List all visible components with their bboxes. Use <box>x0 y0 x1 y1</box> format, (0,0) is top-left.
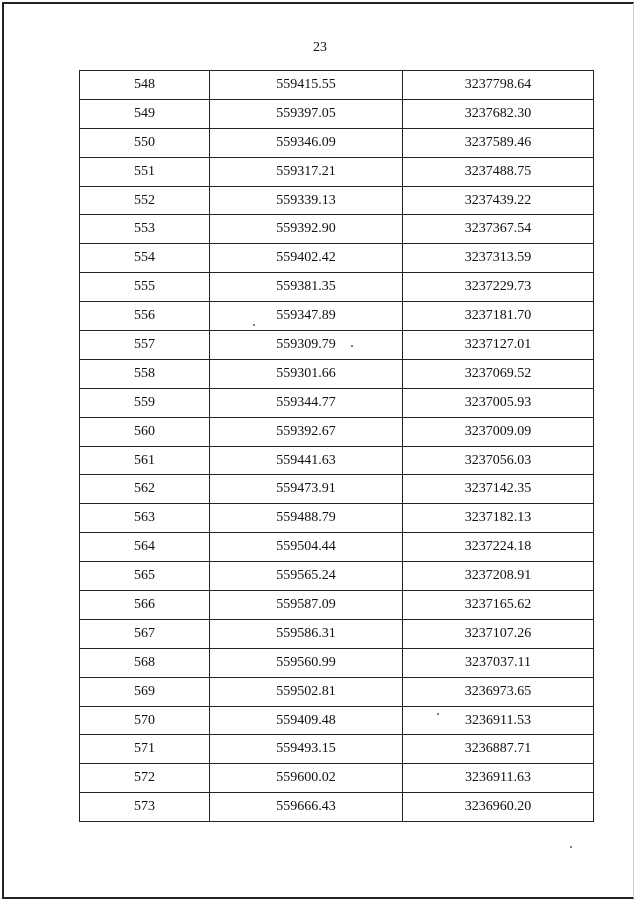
point-number-cell: 550 <box>80 128 210 157</box>
point-number-cell: 566 <box>80 591 210 620</box>
point-number-cell: 569 <box>80 677 210 706</box>
point-number-cell: 568 <box>80 648 210 677</box>
y-coordinate-cell: 3237127.01 <box>403 331 594 360</box>
x-coordinate-cell: 559392.90 <box>210 215 403 244</box>
point-number-cell: 554 <box>80 244 210 273</box>
y-coordinate-cell: 3237069.52 <box>403 359 594 388</box>
x-coordinate-cell: 559409.48 <box>210 706 403 735</box>
x-coordinate-cell: 559560.99 <box>210 648 403 677</box>
point-number-cell: 557 <box>80 331 210 360</box>
table-row <box>80 273 594 302</box>
x-coordinate-cell: 559441.63 <box>210 446 403 475</box>
table-row <box>80 764 594 793</box>
y-coordinate-cell: 3236911.63 <box>403 764 594 793</box>
y-coordinate-cell: 3237313.59 <box>403 244 594 273</box>
table-row <box>80 793 594 822</box>
point-number-cell: 562 <box>80 475 210 504</box>
scan-speck <box>351 345 353 347</box>
point-number-cell: 560 <box>80 417 210 446</box>
point-number-cell: 552 <box>80 186 210 215</box>
x-coordinate-cell: 559587.09 <box>210 591 403 620</box>
x-coordinate-cell: 559473.91 <box>210 475 403 504</box>
scan-speck <box>253 324 255 326</box>
x-coordinate-cell: 559402.42 <box>210 244 403 273</box>
table-row <box>80 99 594 128</box>
point-number-cell: 564 <box>80 533 210 562</box>
point-number-cell: 567 <box>80 619 210 648</box>
table-row <box>80 446 594 475</box>
table-row <box>80 735 594 764</box>
table-row <box>80 359 594 388</box>
point-number-cell: 555 <box>80 273 210 302</box>
y-coordinate-cell: 3237208.91 <box>403 562 594 591</box>
x-coordinate-cell: 559339.13 <box>210 186 403 215</box>
x-coordinate-cell: 559347.89 <box>210 302 403 331</box>
x-coordinate-cell: 559488.79 <box>210 504 403 533</box>
scan-speck <box>570 846 572 848</box>
table-row <box>80 215 594 244</box>
x-coordinate-cell: 559586.31 <box>210 619 403 648</box>
point-number-cell: 548 <box>80 71 210 100</box>
point-number-cell: 561 <box>80 446 210 475</box>
x-coordinate-cell: 559309.79 <box>210 331 403 360</box>
x-coordinate-cell: 559600.02 <box>210 764 403 793</box>
x-coordinate-cell: 559502.81 <box>210 677 403 706</box>
point-number-cell: 570 <box>80 706 210 735</box>
y-coordinate-cell: 3237589.46 <box>403 128 594 157</box>
table-row <box>80 677 594 706</box>
point-number-cell: 565 <box>80 562 210 591</box>
y-coordinate-cell: 3237367.54 <box>403 215 594 244</box>
point-number-cell: 553 <box>80 215 210 244</box>
y-coordinate-cell: 3236960.20 <box>403 793 594 822</box>
y-coordinate-cell: 3237224.18 <box>403 533 594 562</box>
coordinate-table <box>79 70 594 822</box>
y-coordinate-cell: 3237181.70 <box>403 302 594 331</box>
x-coordinate-cell: 559392.67 <box>210 417 403 446</box>
table-row <box>80 562 594 591</box>
table-row <box>80 648 594 677</box>
point-number-cell: 558 <box>80 359 210 388</box>
x-coordinate-cell: 559317.21 <box>210 157 403 186</box>
y-coordinate-cell: 3237142.35 <box>403 475 594 504</box>
point-number-cell: 571 <box>80 735 210 764</box>
table-row <box>80 186 594 215</box>
table-row <box>80 417 594 446</box>
x-coordinate-cell: 559504.44 <box>210 533 403 562</box>
y-coordinate-cell: 3237182.13 <box>403 504 594 533</box>
table-row <box>80 706 594 735</box>
y-coordinate-cell: 3237488.75 <box>403 157 594 186</box>
table-row <box>80 128 594 157</box>
scan-speck <box>437 713 439 715</box>
y-coordinate-cell: 3237229.73 <box>403 273 594 302</box>
x-coordinate-cell: 559666.43 <box>210 793 403 822</box>
point-number-cell: 572 <box>80 764 210 793</box>
table-row <box>80 619 594 648</box>
y-coordinate-cell: 3237107.26 <box>403 619 594 648</box>
point-number-cell: 563 <box>80 504 210 533</box>
x-coordinate-cell: 559493.15 <box>210 735 403 764</box>
table-row <box>80 388 594 417</box>
point-number-cell: 556 <box>80 302 210 331</box>
table-row <box>80 331 594 360</box>
table-row <box>80 533 594 562</box>
table-row <box>80 475 594 504</box>
point-number-cell: 549 <box>80 99 210 128</box>
x-coordinate-cell: 559346.09 <box>210 128 403 157</box>
y-coordinate-cell: 3237005.93 <box>403 388 594 417</box>
point-number-cell: 573 <box>80 793 210 822</box>
x-coordinate-cell: 559565.24 <box>210 562 403 591</box>
table-row <box>80 302 594 331</box>
y-coordinate-cell: 3237798.64 <box>403 71 594 100</box>
x-coordinate-cell: 559344.77 <box>210 388 403 417</box>
y-coordinate-cell: 3237682.30 <box>403 99 594 128</box>
x-coordinate-cell: 559381.35 <box>210 273 403 302</box>
y-coordinate-cell: 3237439.22 <box>403 186 594 215</box>
y-coordinate-cell: 3236887.71 <box>403 735 594 764</box>
coordinate-table-body <box>80 71 594 822</box>
table-row <box>80 157 594 186</box>
x-coordinate-cell: 559301.66 <box>210 359 403 388</box>
table-row <box>80 504 594 533</box>
table-row <box>80 244 594 273</box>
page-number: 23 <box>313 40 327 55</box>
table-row <box>80 71 594 100</box>
table-row <box>80 591 594 620</box>
x-coordinate-cell: 559397.05 <box>210 99 403 128</box>
y-coordinate-cell: 3237009.09 <box>403 417 594 446</box>
y-coordinate-cell: 3236911.53 <box>403 706 594 735</box>
point-number-cell: 551 <box>80 157 210 186</box>
y-coordinate-cell: 3237165.62 <box>403 591 594 620</box>
y-coordinate-cell: 3237037.11 <box>403 648 594 677</box>
point-number-cell: 559 <box>80 388 210 417</box>
y-coordinate-cell: 3237056.03 <box>403 446 594 475</box>
x-coordinate-cell: 559415.55 <box>210 71 403 100</box>
y-coordinate-cell: 3236973.65 <box>403 677 594 706</box>
